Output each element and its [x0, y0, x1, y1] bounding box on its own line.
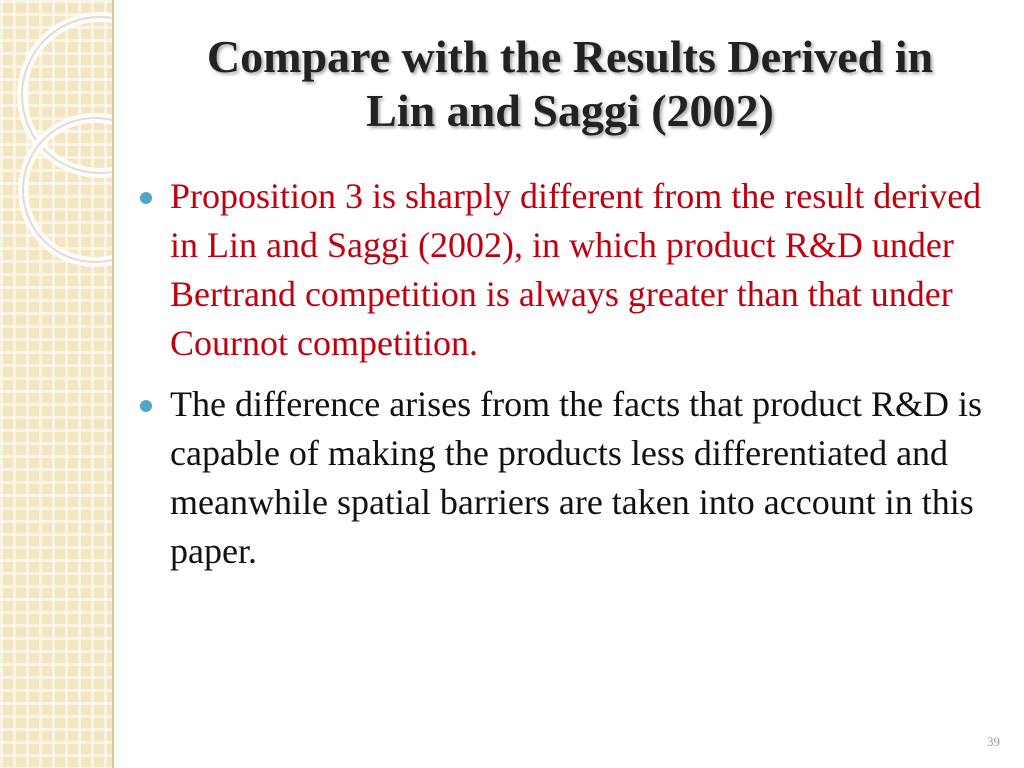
sidebar-divider — [112, 0, 114, 768]
bullet-dot-icon — [140, 400, 152, 412]
bullet-dot-icon — [140, 192, 152, 204]
slide-title — [130, 30, 1010, 138]
bullet-item-difference — [128, 380, 1008, 576]
bullet-text: Proposition 3 is sharply different from the result derived in Lin and Saggi (2002), in which product R&D under Bertrand competition is always greater than that under Cournot competition. — [170, 176, 982, 363]
slide-title-line-2: Lin and Saggi (2002) — [366, 85, 774, 136]
bullet-text: The difference arises from the facts that product R&D is capable of making the products less differentiated and meanwhile spatial barriers are taken into account in this paper. — [170, 384, 983, 571]
bullet-list — [128, 172, 1008, 588]
decorative-sidebar — [0, 0, 112, 768]
bullet-item-proposition — [128, 172, 1008, 368]
decorative-circles — [0, 0, 112, 768]
page-number: 39 — [987, 734, 1000, 749]
slide-title-line-1: Compare with the Results Derived in — [206, 31, 934, 82]
